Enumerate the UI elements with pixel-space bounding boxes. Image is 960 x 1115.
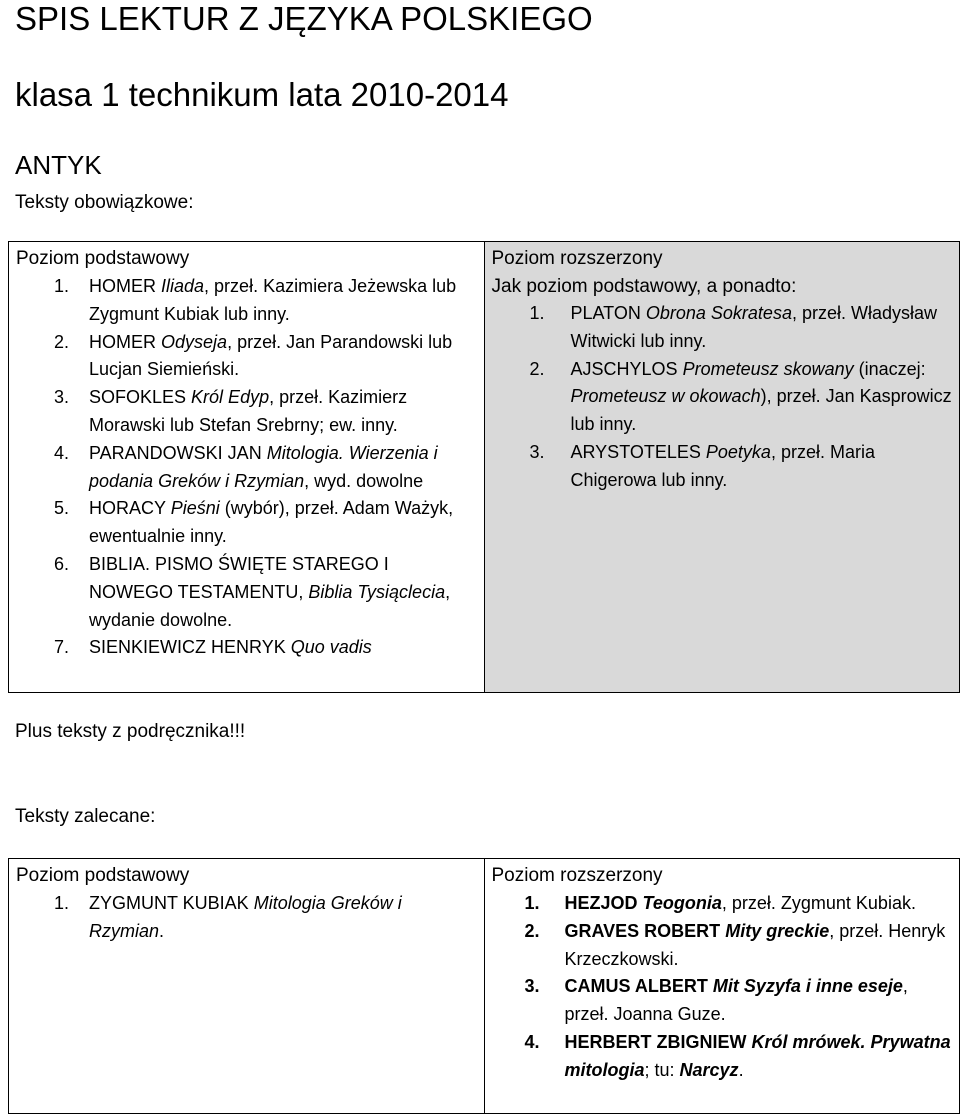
list-item [485, 973, 960, 1029]
item-rest: , przeł. Maria Chigerowa lub inny. [570, 441, 875, 490]
item-rest: , przeł. Zygmunt Kubiak. [721, 893, 916, 913]
item-number: 3. [524, 976, 540, 997]
mandatory-extended-cell [484, 242, 960, 693]
item-title-secondary: Prometeusz w okowach [570, 386, 761, 407]
item-author: AJSCHYLOS [570, 358, 678, 379]
item-rest-prefix: (inaczej: [853, 358, 926, 379]
item-number: 1. [529, 303, 545, 323]
item-rest-prefix: ; tu: [644, 1059, 680, 1080]
item-rest: , przeł. Władysław Witwicki lub inny. [570, 303, 938, 351]
item-number: 7. [54, 637, 70, 658]
item-number: 2. [524, 920, 540, 941]
item-rest: . [738, 1059, 744, 1080]
plus-note: Plus teksty z podręcznika!!! [15, 721, 246, 742]
item-title: Odyseja [161, 331, 228, 352]
item-author: GRAVES ROBERT [564, 920, 721, 941]
mandatory-basic-header: Poziom podstawowy [16, 248, 190, 269]
item-author: HOMER [89, 331, 156, 352]
mandatory-extended-intro: Jak poziom podstawowy, a ponadto: [491, 276, 797, 297]
item-author: ZYGMUNT KUBIAK [89, 893, 249, 913]
item-title: Obrona Sokratesa [645, 303, 792, 323]
item-title: Quo vadis [290, 637, 372, 658]
list-item: 6. BIBLIA. PISMO ŚWIĘTE STAREGO I NOWEGO TESTAMENTU, Biblia Tysiąclecia, wydanie dowolne. [9, 551, 484, 634]
list-item [9, 273, 484, 329]
item-number: 1. [54, 276, 70, 296]
item-rest: (wybór), przeł. Adam Ważyk, ewentualnie inny. [89, 498, 454, 547]
recommended-extended-cell [484, 859, 960, 1114]
list-item [485, 1029, 960, 1085]
recommended-extended-header: Poziom rozszerzony [491, 865, 663, 886]
list-item [9, 384, 484, 440]
item-author: HOMER [89, 276, 156, 296]
item-author: PLATON [570, 303, 641, 323]
item-title: Mit Syzyfa i inne eseje [712, 976, 903, 997]
item-author: PARANDOWSKI JAN [89, 442, 262, 463]
recommended-basic-header: Poziom podstawowy [16, 865, 190, 886]
recommended-extended-list [485, 890, 960, 1085]
item-title: Poetyka [705, 441, 771, 462]
item-author: HEZJOD [564, 893, 638, 913]
item-title: Pieśni [170, 498, 220, 519]
item-author: HORACY [89, 498, 166, 519]
item-title: Mitologia. Wierzenia i podania Greków i Rzymian [89, 442, 438, 491]
item-author: BIBLIA. [89, 553, 151, 574]
list-item [485, 918, 960, 974]
item-rest: , przeł. Jan Parandowski lub Lucjan Siemieński. [89, 331, 453, 380]
item-title: Prometeusz skowany [682, 358, 854, 379]
item-number: 4. [54, 442, 70, 463]
list-item [9, 329, 484, 385]
document-title: SPIS LEKTUR Z JĘZYKA POLSKIEGO [15, 0, 593, 37]
item-rest: , przeł. Henryk Krzeczkowski. [564, 920, 946, 969]
item-number: 6. [54, 553, 70, 574]
mandatory-label: Teksty obowiązkowe: [15, 192, 194, 213]
list-item [9, 634, 484, 662]
item-rest: , przeł. Kazimierz Morawski lub Stefan Srebrny; ew. inny. [89, 387, 408, 435]
item-rest: , wydanie dowolne. [89, 581, 451, 630]
list-item [485, 356, 960, 439]
item-rest: , przeł. Kazimiera Jeżewska lub Zygmunt Kubiak lub inny. [89, 276, 457, 324]
list-item [9, 440, 484, 496]
item-title: Iliada [161, 276, 205, 296]
recommended-basic-list [9, 890, 484, 946]
item-author: ARYSTOTELES [570, 441, 701, 462]
list-item [9, 890, 484, 946]
mandatory-basic-list [9, 273, 484, 662]
item-author: SIENKIEWICZ HENRYK [89, 637, 286, 658]
item-number: 3. [529, 441, 545, 462]
item-number: 5. [54, 498, 70, 519]
document-subtitle: klasa 1 technikum lata 2010-2014 [15, 76, 509, 113]
item-number: 2. [54, 331, 70, 352]
mandatory-basic-cell [9, 242, 485, 693]
item-number: 3. [54, 387, 70, 408]
list-item [485, 439, 960, 495]
mandatory-extended-list [485, 300, 960, 495]
item-title-secondary: Narcyz [679, 1059, 739, 1080]
item-author: SOFOKLES [89, 387, 187, 408]
item-number: 2. [529, 358, 545, 379]
list-item [9, 495, 484, 551]
item-number: 1. [524, 893, 540, 913]
item-title: Mitologia Greków i Rzymian [89, 893, 402, 941]
item-title: Biblia Tysiąclecia [308, 581, 446, 602]
list-item [485, 890, 960, 918]
recommended-table [8, 858, 960, 1114]
item-author: CAMUS ALBERT [564, 976, 708, 997]
mandatory-table [8, 241, 960, 693]
recommended-label: Teksty zalecane: [15, 806, 156, 827]
section-heading: ANTYK [15, 150, 102, 180]
item-rest: , przeł. Joanna Guze. [564, 976, 908, 1025]
item-number: 1. [54, 893, 70, 913]
item-rest: , wyd. dowolne [304, 470, 424, 491]
mandatory-extended-header: Poziom rozszerzony [491, 248, 663, 269]
item-rest: ), przeł. Jan Kasprowicz lub inny. [570, 386, 952, 435]
item-rest: . [159, 920, 165, 941]
item-title: Teogonia [642, 893, 722, 913]
item-title: Król mrówek. Prywatna mitologia [564, 1031, 951, 1080]
item-title: Król Edyp [191, 387, 270, 408]
item-author: HERBERT ZBIGNIEW [564, 1031, 747, 1052]
item-number: 4. [524, 1031, 540, 1052]
list-item [485, 300, 960, 356]
item-title: Mity greckie [725, 920, 830, 941]
item-title-plain: PISMO ŚWIĘTE STAREGO I NOWEGO TESTAMENTU [89, 553, 389, 602]
recommended-basic-cell [9, 859, 485, 1114]
